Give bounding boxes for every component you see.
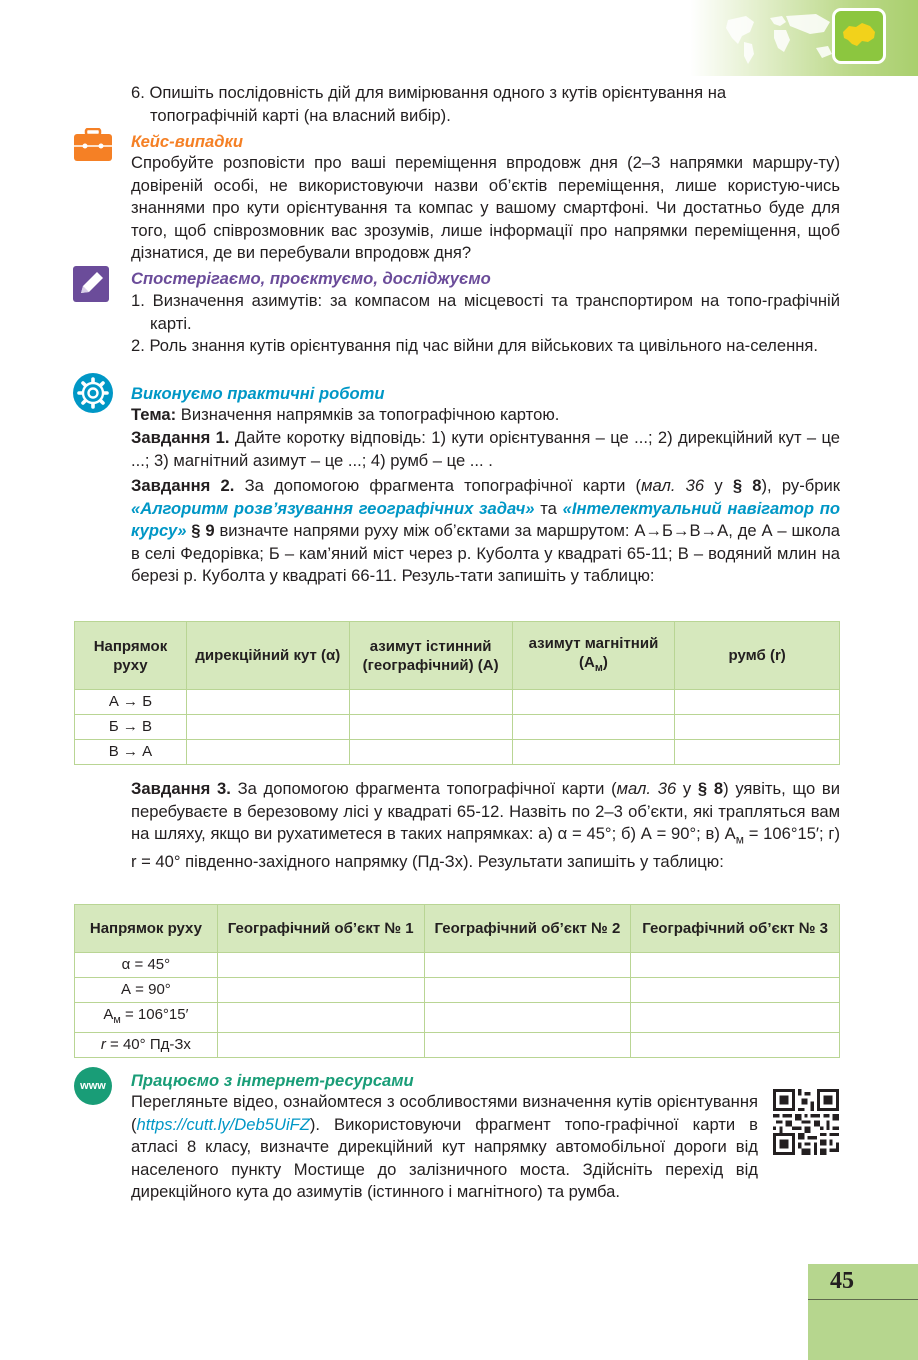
practice-heading: Виконуємо практичні роботи	[131, 384, 385, 403]
table-cell	[349, 715, 512, 740]
internet-text	[131, 1091, 840, 1204]
table-cell	[631, 1033, 840, 1058]
task2-label: Завдання 2.	[131, 476, 235, 495]
task-3: Завдання 3. За допомогою фрагмента топографічної карти (мал. 36 у § 8) уявіть, що ви перебуваєте в березовому лісі у квадраті 65-12. Назвіть по 2–3 об’єкти, які трапляться вам на шляху, якщо ви рухатиметеся в таких напрямках: а) α = 45°; б) А = 90°; в) $А_м = 106^\circ 15'$; г) r = 40° південно-західного напрямку (Пд-Зх). Результати запишіть у таблицю:	[131, 779, 840, 872]
table-row	[75, 740, 840, 765]
objects-table-header	[75, 905, 840, 953]
row-label: α = 45°	[75, 953, 218, 978]
table-row	[75, 690, 840, 715]
table-row	[75, 978, 840, 1003]
header-true-azimuth: азимут істинний (географічний) (А)	[349, 622, 512, 690]
internet-text-b: ). Використовуючи фрагмент топо-графічної карти в атласі 8 класу, визначте дирекційний кут напрямку автомобільної дороги від населеного пункту Мостище до залізничного моста. Здійсніть перехід від дирекційного кута до азимутів (істинного і магнітного) та румба.	[131, 1114, 758, 1202]
row-label: $А_м = 106^\circ 15'$	[75, 1003, 218, 1033]
table-cell	[217, 1003, 424, 1033]
table-cell	[349, 740, 512, 765]
pencil-icon	[73, 266, 109, 302]
ukraine-badge	[832, 8, 886, 64]
table-cell	[217, 1033, 424, 1058]
directions-table-header	[75, 622, 840, 690]
table-cell	[424, 1003, 631, 1033]
qr-code-icon[interactable]	[773, 1089, 839, 1155]
table-cell	[675, 690, 840, 715]
task3-paragraph-ref: § 8	[697, 779, 724, 798]
task2-rubric-2: «Інтелектуальний навігатор по курсу»	[131, 498, 840, 541]
header-direction: Напрямок руху	[75, 622, 187, 690]
row-label: В → А	[75, 740, 187, 765]
header-object-3: Географічний об’єкт № 3	[631, 905, 840, 953]
table-cell	[186, 715, 349, 740]
observe-item-2: 2. Роль знання кутів орієнтування під час війни для військових та цивільного на-селення.	[131, 336, 819, 356]
table-cell	[512, 690, 675, 715]
briefcase-icon	[73, 128, 113, 162]
divider	[808, 1299, 918, 1300]
task2-text-a: За допомогою фрагмента топографічної карти (	[234, 476, 642, 495]
table-cell	[424, 978, 631, 1003]
question-6	[131, 82, 841, 127]
practice-task-1	[131, 427, 840, 472]
table-cell	[217, 978, 424, 1003]
table-cell	[675, 740, 840, 765]
header-magnetic-azimuth: азимут магнітний $(А_м)$	[512, 622, 675, 690]
gear-icon	[73, 373, 113, 413]
table-row	[75, 715, 840, 740]
task3-text-d: = 106°15′; г) r = 40° південно-західного напрямку (Пд-Зх). Результати запишіть у таблицю:	[131, 824, 840, 872]
row-label: r = 40° Пд-Зх	[75, 1033, 218, 1058]
header-direction: Напрямок руху	[75, 905, 218, 953]
table-cell	[631, 978, 840, 1003]
row-label: Б → В	[75, 715, 187, 740]
cases-text: Спробуйте розповісти про ваші переміщення впродовж дня (2–3 напрямки маршру-ту) довіреній особі, не використовуючи назви об’єктів переміщення, лише користую-чись знаннями про кути орієнтування та компас у вашому смартфоні. Чи достатньо буде для того, щоб співрозмовник вас зрозумів, лише інформації про напрямки переміщення, щоб дізнатися, де ви перебували впродовж дня?	[131, 153, 840, 263]
practice-task-2	[131, 475, 840, 588]
tema-text: Визначення напрямків за топографічною картою.	[176, 405, 560, 424]
table-cell	[424, 953, 631, 978]
task3-text-a: За допомогою фрагмента топографічної карти (	[230, 779, 617, 798]
table-cell	[424, 1033, 631, 1058]
row-label: А = 90°	[75, 978, 218, 1003]
page-number: 45	[830, 1268, 854, 1294]
directions-table	[74, 621, 840, 765]
table-cell	[512, 715, 675, 740]
ukraine-map-icon	[840, 18, 878, 54]
header-decoration	[690, 0, 918, 76]
table-cell	[186, 690, 349, 715]
internet-heading: Працюємо з інтернет-ресурсами	[131, 1071, 414, 1090]
task3-text-c: ) уявіть, що ви перебуваєте в березовому лісі у квадраті 65-12. Назвіть по 2–3 об’єкти, які трапляться вам на шляху, якщо ви рухатиметеся в таких напрямках: а) α = 45°; б) А = 90°; в) А	[131, 779, 840, 844]
header-directional-angle: дирекційний кут (α)	[186, 622, 349, 690]
cases-heading: Кейс-випадки	[131, 132, 244, 151]
task2-text-e: визначте напрями руху між об’єктами за маршрутом: А→Б→В→А, де А – школа в селі Федорівка; Б – кам’яний міст через р. Куболта у квадраті 65-11; В – водяний млин на березі р. Куболта у квадраті 66-11. Резуль-тати запишіть у таблицю:	[131, 521, 840, 586]
observe-item-1: 1. Визначення азимутів: за компасом на місцевості та транспортиром на топо-графічній карті.	[131, 291, 840, 333]
table-row	[75, 1033, 840, 1058]
objects-table	[74, 904, 840, 1058]
row-label: А → Б	[75, 690, 187, 715]
task2-paragraph-ref: § 8	[732, 476, 762, 495]
question-6-line2: топографічній карті (на власний вибір).	[150, 105, 451, 125]
tema-label: Тема:	[131, 405, 177, 424]
header-rhumb: румб (r)	[675, 622, 840, 690]
video-link[interactable]: https://cutt.ly/Deb5UiFZ	[136, 1114, 310, 1134]
table-cell	[186, 740, 349, 765]
table-row	[75, 1003, 840, 1033]
task2-figure-ref: мал. 36	[641, 476, 705, 495]
world-map-icon	[720, 8, 840, 68]
practice-tema	[131, 404, 840, 427]
task2-text-c: ), ру-брик	[761, 476, 841, 495]
task3-figure-ref: мал. 36	[616, 779, 677, 798]
header-object-1: Географічний об’єкт № 1	[217, 905, 424, 953]
task3-text-b: у	[676, 779, 698, 798]
table-cell	[512, 740, 675, 765]
observe-heading: Спостерігаємо, проєктуємо, досліджуємо	[131, 269, 491, 288]
task2-text-b: у	[704, 476, 733, 495]
header-object-2: Географічний об’єкт № 2	[424, 905, 631, 953]
www-icon: www	[74, 1067, 112, 1105]
task2-text-d: та	[534, 498, 563, 518]
table-cell	[217, 953, 424, 978]
task2-paragraph-ref-2: § 9	[186, 521, 215, 541]
internet-text-a: Перегляньте відео, ознайомтеся з особливостями визначення кутів орієнтування (	[131, 1092, 758, 1134]
page-number-box	[808, 1264, 918, 1360]
question-6-line1: 6. Опишіть послідовність дій для вимірювання одного з кутів орієнтування на	[131, 83, 727, 102]
table-cell	[631, 1003, 840, 1033]
table-row	[75, 953, 840, 978]
task1-text: Дайте коротку відповідь: 1) кути орієнтування – це ...; 2) дирекційний кут – це ...; 3) магнітний азимут – це ...; 4) румб – це ... .	[131, 428, 841, 470]
task1-label: Завдання 1.	[131, 428, 230, 447]
table-cell	[631, 953, 840, 978]
task2-rubric-1: «Алгоритм розв’язування географічних задач»	[131, 498, 535, 518]
observe-list	[131, 290, 840, 358]
table-cell	[675, 715, 840, 740]
table-cell	[349, 690, 512, 715]
task3-label: Завдання 3.	[131, 779, 231, 798]
